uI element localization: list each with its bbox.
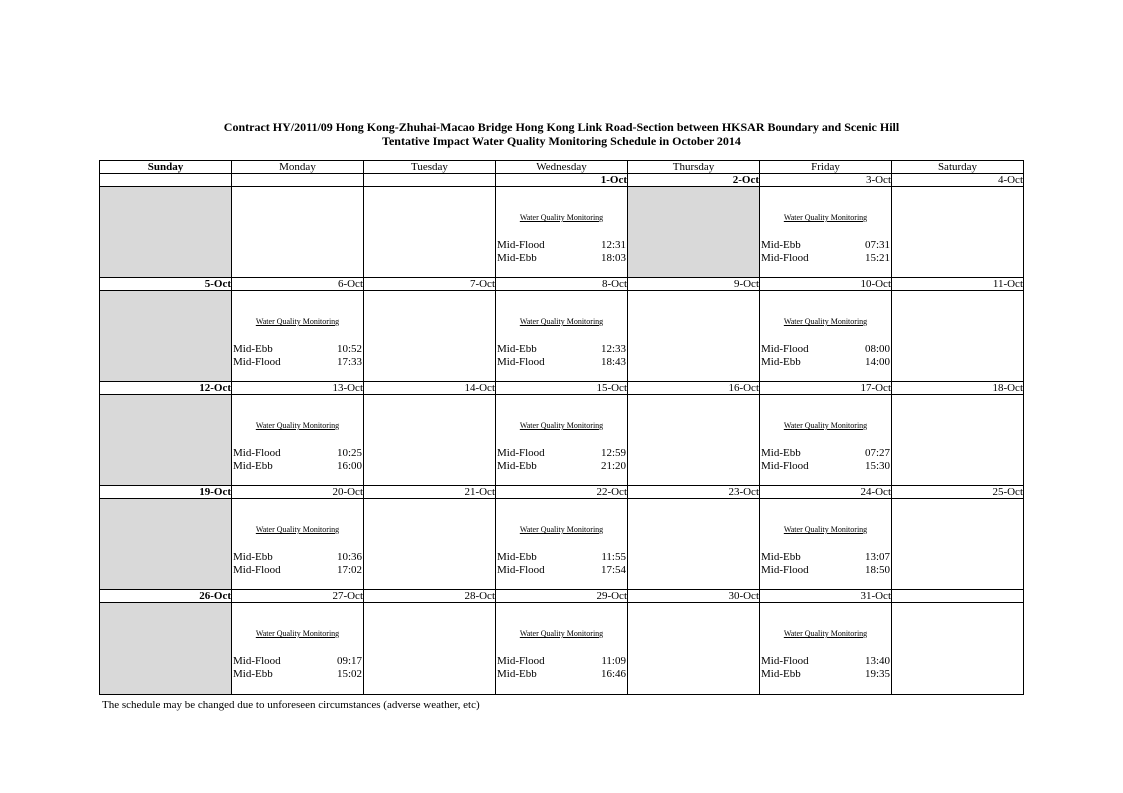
tide-row	[233, 447, 362, 460]
day-cell	[760, 603, 892, 695]
tide-row	[497, 343, 626, 356]
day-cell	[232, 187, 364, 278]
tide-time: 18:50	[864, 564, 890, 576]
monitoring-session	[496, 291, 627, 381]
tide-time: 16:00	[336, 460, 362, 472]
tide-time: 16:46	[600, 668, 626, 680]
date-cell	[100, 174, 232, 187]
tide-row	[233, 564, 362, 577]
tide-label: Mid-Flood	[233, 447, 281, 459]
day-cell	[232, 499, 364, 590]
tide-label: Mid-Flood	[761, 252, 809, 264]
tide-time: 21:20	[600, 460, 626, 472]
tide-time: 18:03	[600, 252, 626, 264]
day-body-row	[100, 187, 1024, 278]
day-body-row	[100, 291, 1024, 382]
day-cell	[232, 603, 364, 695]
tide-label: Mid-Ebb	[233, 551, 273, 563]
monitoring-session	[496, 395, 627, 485]
tide-row	[761, 551, 890, 564]
tide-row	[761, 460, 890, 473]
date-cell: 12-Oct	[100, 382, 232, 395]
schedule-footnote: The schedule may be changed due to unforeseen circumstances (adverse weather, etc)	[102, 699, 480, 711]
tide-time: 07:31	[864, 239, 890, 251]
tide-label: Mid-Flood	[761, 460, 809, 472]
tide-time: 13:07	[864, 551, 890, 563]
monitoring-title: Water Quality Monitoring	[783, 421, 868, 430]
tide-time: 10:36	[336, 551, 362, 563]
tide-label: Mid-Ebb	[233, 460, 273, 472]
date-cell: 10-Oct	[760, 278, 892, 291]
monitoring-session	[496, 603, 627, 694]
tide-label: Mid-Ebb	[761, 551, 801, 563]
day-cell	[364, 603, 496, 695]
tide-time: 15:21	[864, 252, 890, 264]
monitoring-calendar	[99, 160, 1024, 695]
weekday-sunday: Sunday	[100, 161, 232, 174]
weekday-thursday: Thursday	[628, 161, 760, 174]
date-row	[100, 590, 1024, 603]
day-cell	[100, 291, 232, 382]
monitoring-session	[496, 499, 627, 589]
tide-row	[497, 655, 626, 668]
date-cell: 7-Oct	[364, 278, 496, 291]
tide-label: Mid-Flood	[497, 447, 545, 459]
tide-row	[233, 356, 362, 369]
tide-time: 11:09	[601, 655, 626, 667]
tide-row	[497, 668, 626, 681]
day-cell	[100, 395, 232, 486]
tide-row	[761, 564, 890, 577]
tide-time: 11:55	[601, 551, 626, 563]
date-cell: 5-Oct	[100, 278, 232, 291]
date-cell: 28-Oct	[364, 590, 496, 603]
tide-label: Mid-Ebb	[761, 447, 801, 459]
monitoring-session	[232, 603, 363, 694]
tide-label: Mid-Flood	[497, 655, 545, 667]
date-cell: 14-Oct	[364, 382, 496, 395]
monitoring-title: Water Quality Monitoring	[519, 213, 604, 222]
tide-time: 10:25	[336, 447, 362, 459]
monitoring-session	[496, 187, 627, 277]
day-cell	[628, 187, 760, 278]
date-cell: 8-Oct	[496, 278, 628, 291]
day-cell	[892, 291, 1024, 382]
day-cell	[364, 187, 496, 278]
date-cell	[232, 174, 364, 187]
date-row	[100, 382, 1024, 395]
monitoring-title: Water Quality Monitoring	[783, 317, 868, 326]
tide-label: Mid-Ebb	[233, 668, 273, 680]
tide-label: Mid-Flood	[497, 356, 545, 368]
tide-label: Mid-Flood	[233, 564, 281, 576]
day-cell	[628, 395, 760, 486]
day-cell	[100, 187, 232, 278]
tide-label: Mid-Ebb	[497, 460, 537, 472]
day-cell	[628, 499, 760, 590]
monitoring-session	[760, 603, 891, 694]
date-cell: 19-Oct	[100, 486, 232, 499]
tide-row	[233, 460, 362, 473]
tide-label: Mid-Ebb	[497, 343, 537, 355]
date-cell: 18-Oct	[892, 382, 1024, 395]
tide-time: 12:31	[600, 239, 626, 251]
date-cell: 26-Oct	[100, 590, 232, 603]
date-cell: 9-Oct	[628, 278, 760, 291]
tide-time: 17:33	[336, 356, 362, 368]
day-cell	[100, 499, 232, 590]
date-cell: 23-Oct	[628, 486, 760, 499]
tide-label: Mid-Ebb	[497, 668, 537, 680]
tide-time: 19:35	[864, 668, 890, 680]
day-cell	[892, 603, 1024, 695]
tide-time: 18:43	[600, 356, 626, 368]
tide-label: Mid-Flood	[497, 564, 545, 576]
tide-row	[761, 668, 890, 681]
date-cell: 30-Oct	[628, 590, 760, 603]
tide-row	[761, 655, 890, 668]
tide-row	[497, 252, 626, 265]
monitoring-title: Water Quality Monitoring	[519, 317, 604, 326]
tide-time: 09:17	[336, 655, 362, 667]
tide-row	[761, 343, 890, 356]
day-cell	[100, 603, 232, 695]
day-cell	[892, 499, 1024, 590]
tide-row	[761, 356, 890, 369]
tide-time: 13:40	[864, 655, 890, 667]
day-cell	[496, 603, 628, 695]
monitoring-session	[232, 395, 363, 485]
date-cell	[892, 590, 1024, 603]
date-cell: 13-Oct	[232, 382, 364, 395]
tide-time: 08:00	[864, 343, 890, 355]
day-cell	[892, 395, 1024, 486]
day-cell	[496, 187, 628, 278]
day-cell	[232, 395, 364, 486]
tide-row	[233, 343, 362, 356]
monitoring-title: Water Quality Monitoring	[783, 629, 868, 638]
day-cell	[496, 291, 628, 382]
day-cell	[760, 395, 892, 486]
document-subtitle: Tentative Impact Water Quality Monitoring Schedule in October 2014	[382, 134, 741, 148]
day-body-row	[100, 603, 1024, 695]
document-title: Contract HY/2011/09 Hong Kong-Zhuhai-Macao Bridge Hong Kong Link Road-Section between HKSAR Boundary and Scenic Hill	[223, 120, 900, 134]
date-row	[100, 174, 1024, 187]
monitoring-session	[760, 499, 891, 589]
tide-time: 15:30	[864, 460, 890, 472]
tide-label: Mid-Flood	[761, 655, 809, 667]
tide-label: Mid-Flood	[233, 655, 281, 667]
weekday-tuesday: Tuesday	[364, 161, 496, 174]
date-cell: 29-Oct	[496, 590, 628, 603]
monitoring-session	[232, 291, 363, 381]
date-cell: 16-Oct	[628, 382, 760, 395]
day-cell	[364, 291, 496, 382]
tide-time: 07:27	[864, 447, 890, 459]
tide-label: Mid-Ebb	[761, 668, 801, 680]
date-cell: 6-Oct	[232, 278, 364, 291]
date-cell: 31-Oct	[760, 590, 892, 603]
date-cell	[364, 174, 496, 187]
monitoring-title: Water Quality Monitoring	[255, 629, 340, 638]
day-cell	[364, 395, 496, 486]
tide-label: Mid-Flood	[761, 564, 809, 576]
date-cell: 17-Oct	[760, 382, 892, 395]
monitoring-title: Water Quality Monitoring	[255, 317, 340, 326]
tide-label: Mid-Ebb	[497, 551, 537, 563]
tide-row	[497, 551, 626, 564]
tide-label: Mid-Flood	[497, 239, 545, 251]
day-cell	[628, 291, 760, 382]
monitoring-session	[760, 187, 891, 277]
day-cell	[232, 291, 364, 382]
date-row	[100, 486, 1024, 499]
monitoring-title: Water Quality Monitoring	[255, 421, 340, 430]
monitoring-session	[760, 291, 891, 381]
tide-row	[233, 668, 362, 681]
weekday-saturday: Saturday	[892, 161, 1024, 174]
tide-time: 12:33	[600, 343, 626, 355]
tide-time: 15:02	[336, 668, 362, 680]
tide-row	[497, 239, 626, 252]
date-row	[100, 278, 1024, 291]
tide-label: Mid-Flood	[761, 343, 809, 355]
tide-label: Mid-Ebb	[497, 252, 537, 264]
date-cell: 22-Oct	[496, 486, 628, 499]
tide-row	[761, 447, 890, 460]
monitoring-title: Water Quality Monitoring	[783, 525, 868, 534]
day-cell	[628, 603, 760, 695]
tide-time: 12:59	[600, 447, 626, 459]
date-cell: 3-Oct	[760, 174, 892, 187]
day-cell	[364, 499, 496, 590]
tide-row	[497, 564, 626, 577]
day-body-row	[100, 395, 1024, 486]
monitoring-title: Water Quality Monitoring	[519, 629, 604, 638]
tide-time: 10:52	[336, 343, 362, 355]
monitoring-title: Water Quality Monitoring	[519, 421, 604, 430]
day-cell	[760, 499, 892, 590]
tide-label: Mid-Ebb	[761, 356, 801, 368]
weekday-friday: Friday	[760, 161, 892, 174]
tide-label: Mid-Flood	[233, 356, 281, 368]
date-cell: 2-Oct	[628, 174, 760, 187]
day-body-row	[100, 499, 1024, 590]
date-cell: 4-Oct	[892, 174, 1024, 187]
date-cell: 27-Oct	[232, 590, 364, 603]
tide-row	[497, 460, 626, 473]
tide-row	[233, 655, 362, 668]
tide-row	[233, 551, 362, 564]
day-cell	[496, 499, 628, 590]
weekday-wednesday: Wednesday	[496, 161, 628, 174]
tide-time: 17:54	[600, 564, 626, 576]
weekday-monday: Monday	[232, 161, 364, 174]
tide-row	[761, 252, 890, 265]
date-cell: 25-Oct	[892, 486, 1024, 499]
date-cell: 20-Oct	[232, 486, 364, 499]
day-cell	[760, 187, 892, 278]
monitoring-title: Water Quality Monitoring	[783, 213, 868, 222]
tide-label: Mid-Ebb	[233, 343, 273, 355]
tide-time: 17:02	[336, 564, 362, 576]
monitoring-title: Water Quality Monitoring	[519, 525, 604, 534]
day-cell	[496, 395, 628, 486]
date-cell: 11-Oct	[892, 278, 1024, 291]
day-cell	[760, 291, 892, 382]
day-cell	[892, 187, 1024, 278]
tide-row	[497, 356, 626, 369]
tide-label: Mid-Ebb	[761, 239, 801, 251]
date-cell: 1-Oct	[496, 174, 628, 187]
tide-row	[497, 447, 626, 460]
date-cell: 15-Oct	[496, 382, 628, 395]
monitoring-session	[760, 395, 891, 485]
monitoring-session	[232, 499, 363, 589]
weekday-header-row	[100, 161, 1024, 174]
date-cell: 24-Oct	[760, 486, 892, 499]
tide-row	[761, 239, 890, 252]
tide-time: 14:00	[864, 356, 890, 368]
date-cell: 21-Oct	[364, 486, 496, 499]
monitoring-title: Water Quality Monitoring	[255, 525, 340, 534]
